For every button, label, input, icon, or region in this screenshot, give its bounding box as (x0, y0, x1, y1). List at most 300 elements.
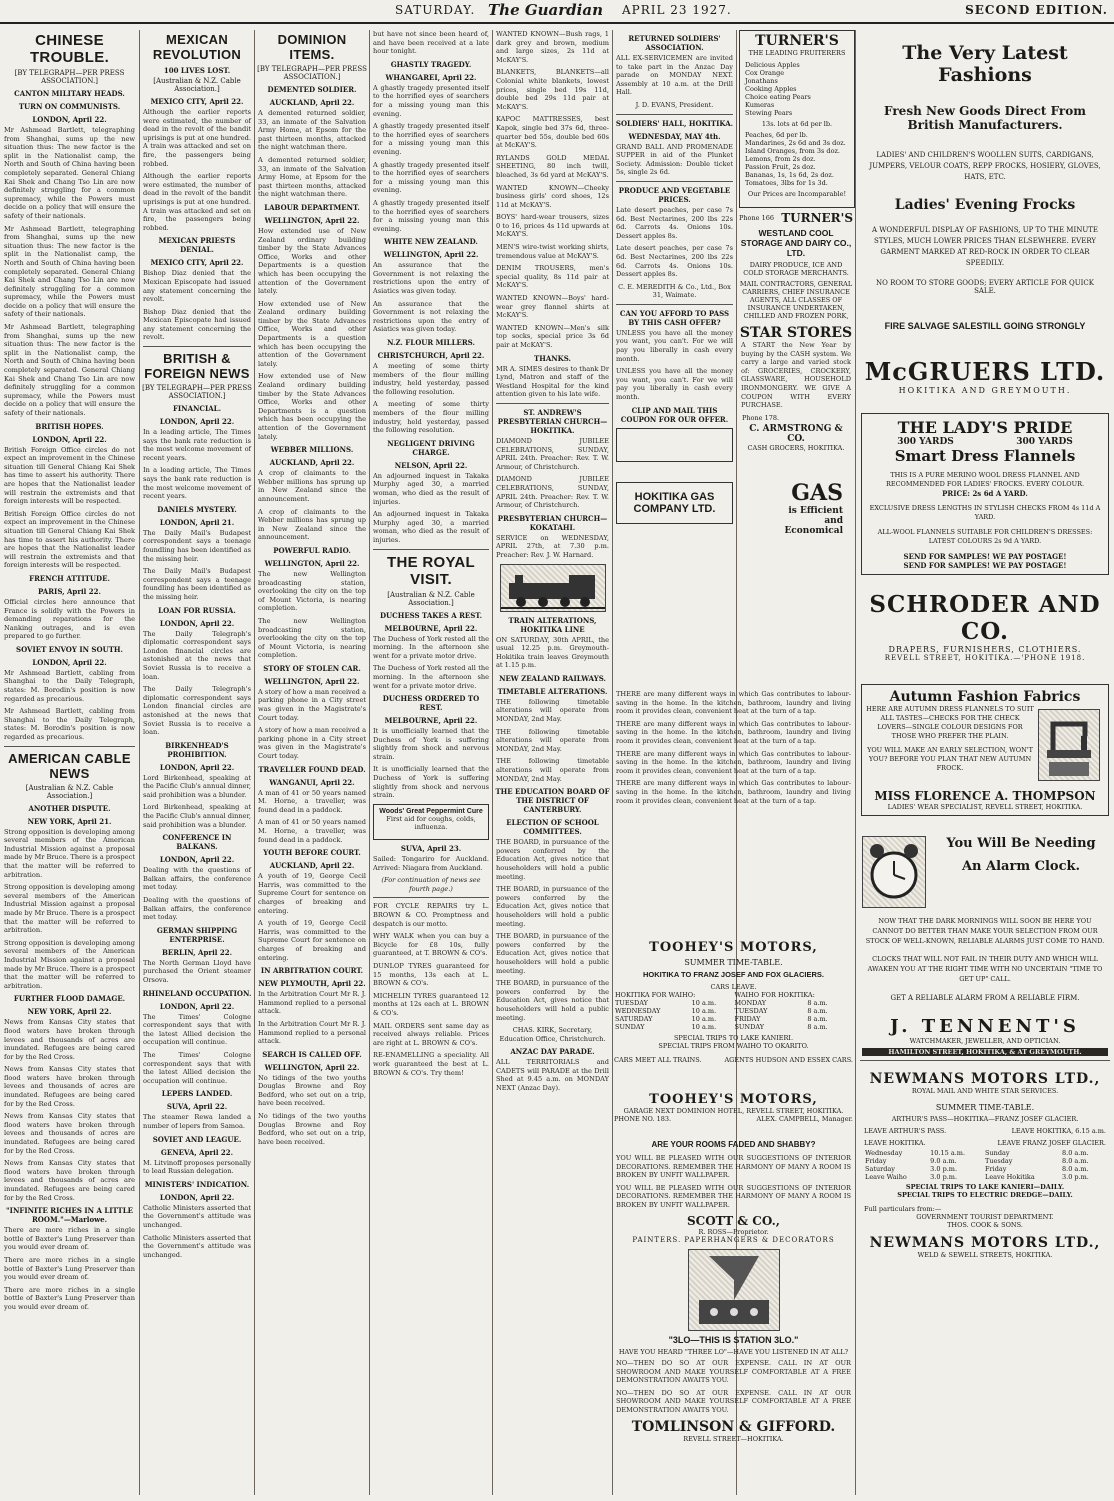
table-row (614, 1007, 853, 1015)
article-text: How extended use of New Zealand ordinary building timber by the State Advances Office, Works and other Departments is a question which has been occupying the attention of the Government lately. (258, 299, 366, 368)
notice-text: THE following timetable alterations will operate from MONDAY, 2nd May. (496, 697, 609, 724)
subhead: YOUTH BEFORE COURT. (263, 848, 361, 858)
table-cell: 8 a.m. (807, 1015, 828, 1023)
phone-number: PHONE NO. 183. (614, 1115, 672, 1123)
subhead: TURN ON COMMUNISTS. (18, 102, 121, 111)
article-text: No tidings of the two youths Douglas Browne and Roy Bedford, who set out on a trip, have been received. (258, 1073, 366, 1108)
subhead: CONFERENCE IN BALKANS. (162, 833, 232, 852)
article-text: Although the earlier reports were estimated, the number of dead in the revolt of the bandit uprisings is put at one hundred. A train was attacked and set on fire, the passengers being robbed. (143, 172, 251, 232)
headline-mexican-revolution: MEXICAN REVOLUTION (152, 32, 242, 62)
timetable (864, 1149, 1104, 1181)
ad-text: GET A RELIABLE ALARM FROM A RELIABLE FIRM. (890, 994, 1080, 1002)
ad-text: A START the New Year by buying by the CASH system. We carry a large and varied stock of: GROCERIES, CROCKERY, GLASSWARE, HOUSEHOLD IRONMONGERY. WE GIVE A COUPON WITH EVERY PURCHASE. (741, 341, 851, 410)
subhead: GHASTLY TRAGEDY. (390, 59, 472, 69)
article-text: Dealing with the questions of Balkan affairs, the conference met today. (143, 866, 251, 892)
table-header-row (614, 991, 853, 999)
ad-subtitle: DRAPERS, FURNISHERS, CLOTHIERS. (888, 645, 1082, 654)
headline-chinese-trouble: CHINESE TROUBLE. (29, 32, 110, 66)
divider (373, 897, 489, 898)
radio-illustration (688, 1249, 780, 1331)
article-text: News from Kansas City states that flood waters have broken through levees and thousands of acres are inundated. Refugees are being cared for by the Red Cross. (4, 1018, 135, 1061)
table-cell: TUESDAY (615, 999, 648, 1007)
article-text: The Duchess of York rested all the morning. In the afternoon she went for a private motor drive. (373, 634, 489, 660)
article-text: An assurance that the Government is not relaxing the restrictions upon the entry of Asiatics was given today. (373, 261, 489, 296)
coupon-cta: CLIP AND MAIL THIS COUPON FOR OUR OFFER. (620, 405, 729, 424)
byline: [Australian & N.Z. Cable Association.] (153, 77, 241, 93)
article-text: Strong opposition is developing among several members of the American Industrial Mission against a proposal made by Mr Bruce. There is a prospect that the matter will be referred to arbitration. (4, 938, 135, 990)
subhead: WHITE NEW ZEALAND. (384, 237, 478, 247)
subhead: SOLDIERS' HALL, HOKITIKA. (615, 118, 734, 128)
dateline: MELBOURNE, April 22. (384, 716, 478, 726)
dateline: NELSON, April 22. (394, 460, 468, 470)
subhead: GERMAN SHIPPING ENTERPRISE. (156, 925, 238, 944)
table-caption: LEAVE ARTHUR'S PASS. (864, 1127, 947, 1135)
article-text: The new Wellington broadcasting station, overlooking the city on the top of Mount Victoria, is nearing completion. (258, 569, 366, 613)
ad-turners (739, 30, 855, 208)
headline-royal-visit: THE ROYAL VISIT. (387, 553, 475, 588)
divider (860, 1060, 1110, 1061)
column-rule (492, 30, 493, 1495)
ad-footer-title: TURNER'S (781, 211, 853, 225)
price-item: Lemons, from 2s doz. (745, 155, 816, 163)
table-cell: 8 a.m. (807, 1007, 828, 1015)
classified-ad: MICHELIN TYRES guaranteed 12 months at 12s each at L. BROWN & CO's. (373, 991, 489, 1017)
table-row (614, 1015, 853, 1023)
article-text: An adjourned inquest in Takaka Murphy aged 30, a married woman, who died as the result of injuries. (373, 510, 489, 544)
table-cell: Wednesday (865, 1149, 903, 1157)
article-text: A man of 41 or 50 years named M. Horne, a traveller, was found dead in a paddock. (258, 818, 366, 844)
table-cell: Sunday (985, 1149, 1010, 1157)
dateline: LONDON, April 22. (159, 618, 235, 628)
divider (616, 181, 733, 182)
divider (373, 549, 489, 550)
article-text: The Times' Cologne correspondent says that with the latest Allied decision the occupation will continue. (143, 1050, 251, 1085)
continuation-note: (For continuation of news see fourth page.) (381, 876, 481, 893)
subhead: FRENCH ATTITUDE. (29, 573, 110, 583)
subhead: PRESBYTERIAN CHURCH—KOKATAHI. (497, 513, 608, 532)
column-3 (256, 30, 368, 1495)
ad-text: First aid for coughs, colds, influenza. (386, 814, 476, 832)
subhead: ANOTHER DISPUTE. (28, 803, 111, 813)
article-text: How extended use of New Zealand ordinary building timber by the State Advances Office, Works and other Departments is a question which has been occupying the attention of the Government lately. (258, 226, 366, 296)
dateline: NEW YORK, April 21. (27, 816, 112, 826)
notice-text: DIAMOND JUBILEE CELEBRATIONS, SUNDAY, APRIL 24th. Preacher: Rev. T. W. Armour, of Christchurch. (496, 436, 609, 471)
byline: [Australian & N.Z. Cable Association.] (25, 783, 114, 800)
ad-note: THOS. COOK & SONS. (947, 1221, 1023, 1229)
ad-text: NOW THAT THE DARK MORNINGS WILL SOON BE HERE YOU CANNOT DO BETTER THAN MAKE YOUR SELECTION FROM OUR STOCK OF WELL-KNOWN, RELIABLE ALARMS JUST COME TO HAND. (865, 917, 1105, 945)
ad-address: HAMILTON STREET, HOKITIKA, & AT GREYMOUTH. (862, 1048, 1108, 1056)
subhead: WEBBER MILLIONS. (270, 445, 354, 455)
subhead: LABOUR DEPARTMENT. (264, 202, 360, 212)
alarm-clock-illustration (862, 836, 926, 908)
ad-tagline: and (824, 516, 843, 526)
table-cell: MONDAY (734, 999, 767, 1007)
price-item: Passion Fruit, 2s doz. (745, 163, 816, 171)
article-text: A demented returned soldier, 33, an inmate of the Salvation Army Home, at Epsom for the past thirteen months, attacked the night watchman there. (258, 109, 366, 152)
dateline: LONDON, April 22. (159, 1192, 235, 1202)
notice-text: ALL EX-SERVICEMEN are invited to take part in the Anzac Day parade on MONDAY NEXT. Assembly at 10 a.m. at the Drill Hall. (616, 54, 733, 97)
divider (616, 114, 733, 115)
headline-dominion-items: DOMINION ITEMS. (277, 32, 347, 62)
table-cell: FRIDAY (734, 1015, 761, 1023)
classified-ad: RE-ENAMELLING a speciality. All work guaranteed the best at L. BROWN & CO's. Try them! (373, 1051, 489, 1077)
ad-question: ARE YOUR ROOMS FADED AND SHABBY? (651, 1140, 816, 1149)
dateline: WELLINGTON, April 22. (264, 558, 360, 568)
article-text: M. Litvinoff proposes personally to lead Russian delegation. (143, 1158, 251, 1176)
special-trip: SPECIAL TRIPS TO LAKE KANIERI—DAILY. (905, 1183, 1065, 1191)
article-text: Mr Ashmead Bartlett, telegraphing from Shanghai, sums up the new situation thus: The new factor is the split in the Nationalist camp, the North and South of China having been completely separated. General Chiang Kai Shek and Chang Tso Lin are now definitely struggling for a common supremacy, while the Powers must decide on a policy that will ensure the safety of their nationals. (4, 126, 135, 220)
dateline: LONDON, April 22. (159, 762, 235, 772)
ad-text: CLOCKS THAT WILL NOT FAIL IN THEIR DUTY AND WHICH WILL AWAKEN YOU AT THE RIGHT TIME WITH NO UNCERTAIN "TIME TO GET UP" CALL. (867, 955, 1103, 983)
column-2 (141, 30, 253, 1495)
illustration-caption: TRAIN ALTERATIONS, HOKITIKA LINE (508, 615, 597, 634)
ad-title: You Will Be Needing (946, 836, 1096, 851)
article-text: There are more riches in a single bottle of Baxter's Lung Preserver than you would ever dream of. (4, 1226, 135, 1252)
dateline: WHANGAREI, April 22. (385, 72, 477, 82)
price-item: Jonathans (745, 77, 778, 85)
classified-ad: DUNLOP TYRES guaranteed for 15 months, 13s each at L. BROWN & CO's. (373, 961, 489, 988)
column-1 (2, 30, 137, 1495)
notice-text: UNLESS you have all the money you want, you can't. For we will pay you liberally in cash every month. (616, 328, 733, 363)
route-title: ARTHUR'S PASS—HOKITIKA—FRANZ JOSEF GLACIER. (891, 1115, 1079, 1123)
notice-text: Late desert peaches, per case 7s 6d. Best Nectarines, 200 lbs 22s 6d. Carrots 4s. Onions 10s. Dessert apples 8s. (616, 244, 733, 279)
column-rule (139, 30, 140, 1495)
article-text: News from Kansas City states that flood waters have broken through levees and thousands of acres are inundated. Refugees are being cared for by the Red Cross. (4, 1112, 135, 1155)
article-text: In the Arbitration Court Mr R. J. Hammond replied to a personal attack. (258, 990, 366, 1016)
ad-text: LADIES' AND CHILDREN'S WOOLLEN SUITS, CARDIGANS, JUMPERS, VELOUR COATS, REPP FROCKS, HOSIERY, GLOVES, HATS, ETC. (869, 151, 1101, 181)
ad-ladys-pride (861, 413, 1109, 575)
headline-british-foreign-news: BRITISH & FOREIGN NEWS (144, 351, 250, 382)
dateline: CHRISTCHURCH, April 22. (377, 351, 485, 361)
ad-title-newmans: NEWMANS MOTORS LTD., (869, 1071, 1101, 1087)
dateline: SUVA, April 22. (166, 1102, 228, 1112)
ad-footer-title: NEWMANS MOTORS LTD., (869, 1235, 1101, 1251)
table-row (614, 1023, 853, 1031)
table-cell: Friday (865, 1157, 887, 1165)
ad-text: EXCLUSIVE DRESS LENGTHS IN STYLISH CHECKS FROM 4s 11d A YARD. (869, 504, 1101, 521)
price-item: Island Oranges, from 3s doz. (745, 147, 841, 155)
dateline: WELLINGTON, April 22. (383, 250, 479, 260)
sewing-machine-illustration (1038, 709, 1100, 781)
article-text: A crop of claimants to the Webber millions has sprung up in New Zealand since the announcement. (258, 507, 366, 542)
ad-text: MAIL CONTRACTORS, GENERAL CARRIERS, CHIEF INSURANCE AGENTS, ALL CLASSES OF INSURANCE UNDERTAKEN, CHILLED AND FROZEN PORK, (739, 280, 853, 320)
table-cell: SUNDAY (734, 1023, 765, 1031)
dateline: LONDON, April 22. (32, 657, 107, 667)
ad-subtitle: HOKITIKA AND GREYMOUTH. (898, 386, 1072, 395)
table-row (614, 999, 853, 1007)
article-text: Official circles here announce that France is solidly with the Powers in demanding reparations for the Nanking outrages, and is even prepared to go further. (4, 597, 135, 641)
article-text: A story of how a man received a parking phone in a City street was given in the Magistrate's Court today. (258, 726, 366, 761)
ad-subtitle: SUMMER TIME-TABLE. (684, 958, 783, 967)
table-cell: 8.0 a.m. (1062, 1149, 1089, 1157)
byline: [Australian & N.Z. Cable Association.] (387, 590, 475, 607)
dateline: LONDON, April 21. (159, 517, 235, 527)
ad-tagline: is Efficient (788, 506, 843, 516)
ad-footer-title: C. ARMSTRONG & CO. (749, 423, 843, 444)
divider (616, 304, 733, 305)
article-text: Mr Ashmead Bartlett, cabling from Shanghai to the Daily Telegraph, states: M. Borodin's position is now regarded as precarious. (4, 707, 135, 742)
table-cell: 10 a.m. (691, 1015, 717, 1023)
masthead-paper-title: The Guardian (488, 1, 603, 19)
ad-text: THIS IS A PURE MERINO WOOL DRESS FLANNEL AND RECOMMENDED FOR LADIES' FROCKS. EVERY COLOUR. (885, 471, 1085, 488)
column-header: WAIHO FOR HOKITIKA: (734, 991, 815, 999)
article-text: Mr Ashmead Bartlett, cabling from Shanghai to the Daily Telegraph, states: M. Borodin's position is now regarded as precarious. (4, 668, 135, 703)
dateline: AUCKLAND, April 22. (269, 458, 355, 468)
table-cell: Friday (985, 1165, 1007, 1173)
ad-footer: REVELL STREET—HOKITIKA. (683, 1434, 784, 1443)
ad-tagline: Economical (784, 526, 843, 536)
table-cell: 8 a.m. (807, 999, 828, 1007)
article-text: The Duchess of York rested all the morning. In the afternoon she went for a private motor drive. (373, 664, 489, 690)
classified-ad: DENIM TROUSERS, men's special quality, 8s 11d pair at McKAY'S. (496, 264, 609, 290)
article-text: It is unofficially learned that the Duchess of York is suffering slightly from shock and nervous strain. (373, 727, 489, 761)
article-text: Catholic Ministers asserted that the Government's attitude was unchanged. (143, 1203, 251, 1229)
table-cell: WEDNESDAY (615, 1007, 661, 1015)
subhead: BIRKENHEAD'S PROHIBITION. (165, 740, 229, 759)
ad-samples: SEND FOR SAMPLES! WE PAY POSTAGE! (903, 561, 1067, 570)
ad-title-schroder: SCHRODER AND CO. (869, 591, 1101, 645)
column-header: HOKITIKA FOR WAIHO: (615, 991, 696, 999)
subhead: LOAN FOR RUSSIA. (158, 605, 236, 615)
subhead: THE EDUCATION BOARD OF THE DISTRICT OF CANTERBURY. (495, 787, 610, 815)
route-title: HOKITIKA TO FRANZ JOSEF AND FOX GLACIERS. (643, 970, 824, 979)
ad-title: An Alarm Clock. (961, 859, 1081, 874)
subhead: PRODUCE AND VEGETABLE PRICES. (618, 185, 731, 204)
classified-ad: WANTED KNOWN—Boys' hard-wear grey flannel shirts at McKAY'S. (496, 294, 609, 320)
table-cell: 10 a.m. (691, 1023, 717, 1031)
article-text: British Foreign Office circles do not expect an improvement in the Chinese situation till General Chiang Kai Shek has time to assert his authority. There are hopes that the Nationalist leader will restrain the extremists and that foreign interests will be respected. (4, 445, 135, 506)
notice-text: UNLESS you have all the money you want, you can't. For we will pay you liberally in cash every month. (616, 367, 733, 402)
subhead: DANIELS MYSTERY. (157, 504, 237, 514)
divider (143, 346, 251, 347)
dateline: PARIS, April 22. (38, 586, 101, 596)
ad-title: TOOHEY'S MOTORS, (649, 940, 818, 955)
ad-footer-title: MISS FLORENCE A. THOMPSON (874, 789, 1096, 803)
article-text: Catholic Ministers asserted that the Government's attitude was unchanged. (143, 1233, 251, 1259)
classified-ad: KAPOC MATTRESSES, best Kapok, single bed 37s 6d, three-quarter bed 55s, double bed 60s at McKAY'S. (496, 115, 609, 150)
article-text: Mr Ashmead Bartlett, telegraphing from Shanghai, sums up the new situation thus: The new factor is the split in the Nationalist camp, the North and South of China having been completely separated. General Chiang Kai Shek and Chang Tso Lin are now definitely struggling for a common supremacy, while the Powers must decide on a policy that will ensure the safety of their nationals. (4, 224, 135, 319)
price-item: Stewing Pears (745, 109, 793, 117)
table-cell: Tuesday (985, 1157, 1013, 1165)
table-caption: LEAVE HOKITIKA. (864, 1139, 926, 1147)
ad-footer-title: TOMLINSON & GIFFORD. (631, 1418, 836, 1435)
price-item: Cooking Apples (745, 85, 797, 93)
subhead: DUCHESS TAKES A REST. (379, 610, 483, 620)
price-item: Cox Orange (745, 69, 785, 77)
article-text: British Foreign Office circles do not expect an improvement in the Chinese situation till General Chiang Kai Shek has time to assert his authority. There are hopes that the Nationalist leader will restrain the extremists and that foreign interests will be respected. (4, 509, 135, 570)
byline: [BY TELEGRAPH—PER PRESS ASSOCIATION.] (14, 69, 125, 85)
ad-text: NO ROOM TO STORE GOODS; EVERY ARTICLE FOR QUICK SALE. (876, 279, 1094, 295)
ad-title: HOKITIKA GAS COMPANY LTD. (633, 490, 716, 515)
article-text: Dealing with the questions of Balkan affairs, the conference met today. (143, 896, 251, 922)
ad-scott-and-co (614, 1140, 853, 1242)
dateline: MEXICO CITY, April 22. (150, 97, 244, 106)
divider (496, 403, 609, 404)
price-item: Peaches, 6d per lb. (745, 131, 808, 139)
dateline: WELLINGTON, April 22. (264, 676, 360, 686)
article-text: The Daily Mail's Budapest correspondent says a teenage foundling has been identified as the missing heir. (143, 528, 251, 563)
ad-tooheys-motors-footer (614, 1092, 853, 1134)
table-row (864, 1165, 1104, 1173)
column-rule (254, 30, 255, 1495)
article-text: A crop of claimants to the Webber millions has sprung up in New Zealand since the announcement. (258, 469, 366, 503)
ad-title: WESTLAND COOL STORAGE AND DAIRY CO., LTD. (740, 228, 852, 258)
notice-text: ALL TERRITORIALS and CADETS will PARADE at the Drill Shed at 9.45 a.m. on MONDAY NEXT (Anzac Day). (496, 1058, 609, 1093)
subhead: DUCHESS ORDERED TO REST. (382, 694, 480, 713)
dateline: LONDON, April 22. (32, 115, 107, 124)
ad-subtitle: WATCHMAKER, JEWELLER, AND OPTICIAN. (909, 1037, 1061, 1045)
article-text: In a leading article, The Times says the bank rate reduction is the most welcome movement of recent years. (143, 428, 251, 462)
ad-proprietor: R. ROSS—Proprietor. (698, 1227, 769, 1236)
table-row (864, 1173, 1104, 1181)
article-text: but have not since been heard of, and have been received at a late hour tonight. (373, 30, 489, 56)
subhead: BRITISH HOPES. (35, 421, 104, 431)
ad-title-latest-fashions: The Very Latest Fashions (902, 42, 1068, 86)
phone-number: Phone 178. (742, 413, 780, 422)
ad-text: YOU WILL BE PLEASED WITH OUR SUGGESTIONS OF INTERIOR DECORATIONS. REMEMBER THE HARMONY OF MANY A ROOM IS BROKEN BY UNFIT WALLPAPER. (616, 1154, 851, 1180)
ad-address: GARAGE NEXT DOMINION HOTEL, REVELL STREET, HOKITIKA. (623, 1107, 844, 1115)
ad-tooheys-motors (614, 940, 853, 1090)
price-item: Delicious Apples (745, 61, 800, 69)
dateline: MEXICO CITY, April 22. (150, 258, 244, 268)
article-text: Bishop Diaz denied that the Mexican Episcopate had issued any statement concerning the revolt. (143, 269, 251, 304)
ad-samples: SEND FOR SAMPLES! WE PAY POSTAGE! (903, 552, 1067, 561)
article-text: A ghastly tragedy presented itself to the horrified eyes of searchers for a missing young man this evening. (373, 198, 489, 233)
divider (4, 746, 135, 747)
article-text: A ghastly tragedy presented itself to the horrified eyes of searchers for a missing young man this evening. (373, 160, 489, 195)
ad-peppermint-cure (373, 804, 489, 840)
table-cell: Leave Hokitika (985, 1173, 1035, 1181)
ad-gas (739, 480, 853, 640)
column-rule (612, 30, 613, 1495)
table-caption: LEAVE HOKITIKA, 6.15 a.m. (1011, 1127, 1106, 1135)
classified-ad: WANTED KNOWN—Cheeky business girls' cord shoes, 12s 11d at McKAY'S. (496, 183, 609, 209)
price-note: Our Prices are Incomparable! (747, 190, 847, 198)
ad-title: THE LADY'S PRIDE (897, 418, 1073, 437)
notice-text: THE following timetable alterations will operate from MONDAY, 2nd May. (496, 757, 609, 783)
article-text: An assurance that the Government is not relaxing the restrictions upon the entry of Asiatics was given today. (373, 299, 489, 334)
table-cell: 3.0 p.m. (1062, 1173, 1089, 1181)
ad-text: YOU WILL BE PLEASED WITH OUR SUGGESTIONS OF INTERIOR DECORATIONS. REMEMBER THE HARMONY OF MANY A ROOM IS BROKEN BY UNFIT WALLPAPER. (616, 1183, 851, 1209)
price-item: Choice eating Pears (745, 93, 811, 101)
table-cell: SUNDAY (615, 1023, 645, 1031)
classified-ad: WHY WALK when you can buy a Bicycle for £8 10s, fully guaranteed, at T. BROWN & CO's. (373, 932, 489, 958)
article-text: The new Wellington broadcasting station, overlooking the city on the top of Mount Victoria, is nearing completion. (258, 616, 366, 660)
table-cell: 8 a.m. (807, 1023, 828, 1031)
subhead: MEXICAN PRIESTS DENIAL. (158, 236, 236, 255)
subhead: FURTHER FLOOD DAMAGE. (13, 994, 126, 1004)
column-6 (614, 30, 735, 645)
ad-manager: ALEX. CAMPBELL, Manager. (756, 1115, 853, 1123)
article-text: A man of 41 or 50 years named M. Horne, a traveller, was found dead in a paddock. (258, 788, 366, 814)
article-text: In the Arbitration Court Mr R. J. Hammond replied to a personal attack. (258, 1019, 366, 1046)
notice-text: ON SATURDAY, 30th APRIL, the usual 12.25 p.m. Greymouth-Hokitika train leaves Greymouth at 1.15 p.m. (496, 635, 609, 670)
ad-title-evening-frocks: Ladies' Evening Frocks (894, 197, 1076, 213)
subhead: NEGLIGENT DRIVING CHARGE. (387, 438, 475, 457)
ad-text: HERE ARE AUTUMN DRESS FLANNELS TO SUIT ALL TASTES—CHECKS FOR THE CHECK LOVERS—SINGLE COLOUR DESIGNS FOR THOSE WHO PREFER THE PLAIN. (866, 705, 1034, 740)
notice-text: THE BOARD, in pursuance of the powers conferred by the Education Act, gives notice that householders will hold a public meeting. (496, 885, 609, 928)
table-cell: 9.0 a.m. (930, 1157, 957, 1165)
train-icon (501, 565, 605, 611)
dateline: NEW YORK, April 22. (27, 1007, 112, 1017)
article-text: A youth of 19, George Cecil Harris, was committed to the Supreme Court for sentence on charges of breaking and entering. (258, 919, 366, 962)
ad-yards: 300 YARDS (897, 437, 954, 447)
subhead: TRAVELLER FOUND DEAD. (258, 764, 366, 774)
column-right (858, 30, 1112, 1495)
byline: [BY TELEGRAPH—PER PRESS ASSOCIATION.] (142, 384, 252, 401)
subhead: DEMENTED SOLDIER. (267, 85, 357, 94)
timetable-title: SUMMER TIME-TABLE. (935, 1103, 1035, 1112)
article-text: A meeting of some thirty members of the flour milling industry, held yesterday, passed the following resolution. (373, 362, 489, 396)
table-row (864, 1149, 1104, 1157)
dateline: LONDON, April 22. (159, 855, 235, 865)
price-item: Kumeras (745, 101, 775, 109)
phone-number: Phone 166 (739, 214, 774, 222)
column-4 (371, 30, 491, 1495)
ad-hokitika-gas-company (616, 482, 733, 524)
classified-ad: BLANKETS, BLANKETS—all Colonial white blankets, lowest prices, single bed 19s 11d, double bed 29s 11d pair at McKAY'S. (496, 68, 609, 111)
ad-price: PRICE: 2s 6d A YARD. (942, 489, 1028, 498)
ad-title: TURNER'S (755, 33, 839, 49)
sewing-machine-icon (1039, 710, 1099, 780)
article-text: It is unofficially learned that the Duchess of York is suffering slightly from shock and nervous strain. (373, 765, 489, 800)
shipping-dateline: SUVA, April 23. (400, 844, 462, 854)
signature: J. D. EVANS, President. (635, 100, 714, 109)
column-5 (494, 30, 611, 1495)
ad-address: WELD & SEWELL STREETS, HOKITIKA. (917, 1251, 1053, 1259)
shipping-text: Sailed: Tongariro for Auckland. Arrived: Niagara from Auckland. (373, 855, 489, 872)
table-cell: Saturday (865, 1165, 895, 1173)
table-cell: Leave Waiho (865, 1173, 907, 1181)
column-rule (369, 30, 370, 1495)
ad-subtitle: HAVE YOU HEARD "THREE LO"—HAVE YOU LISTENED IN AT ALL? (618, 1348, 849, 1356)
subhead: ST. ANDREW'S PRESBYTERIAN CHURCH—HOKITIKA. (497, 407, 608, 435)
table-cell: 10 a.m. (691, 999, 717, 1007)
subhead: LEPERS LANDED. (161, 1089, 233, 1099)
classified-ad: RYLANDS GOLD MEDAL SHEETING, 80 inch twill, bleached, 3s 6d yard at McKAY'S. (496, 153, 609, 179)
table-cell: 3.0 p.m. (930, 1173, 958, 1181)
subhead: MINISTERS' INDICATION. (144, 1179, 250, 1189)
price-note: 13s. lots at 6d per lb. (761, 120, 833, 128)
article-text: An adjourned inquest in Takaka Murphy aged 30, a married woman, who died as the result of injuries. (373, 471, 489, 506)
notice-text: Late desert peaches, per case 7s 6d. Best Nectarines, 200 lbs 22s 6d. Carrots 4s. Onions 10s. Dessert apples 8s. (616, 205, 733, 240)
ad-text: NO—THEN DO SO AT OUR EXPENSE. CALL IN AT OUR SHOWROOM AND MAKE YOURSELF COMFORTABLE AT A FREE DEMONSTRATION AWAITS YOU. (616, 1388, 851, 1414)
ad-text: THERE are many different ways in which Gas contributes to labour-saving in the home. In the kitchen, bathroom, laundry and living room it provides clean, convenient heat at the turn of a tap. (616, 690, 851, 716)
classified-ad: WANTED KNOWN—Bush rags, 1 dark grey and brown, medium and large sizes, 2s 11d at McKAY'S. (496, 30, 609, 64)
table-cell: SATURDAY (615, 1015, 653, 1023)
ad-star-stores (739, 325, 853, 475)
ad-note: CARS MEET ALL TRAINS. (614, 1056, 702, 1064)
notice-text: MR A. SIMES desires to thank Dr Lynd, Matron and staff of the Westland Hospital for the kind attention given to his late wife. (496, 364, 609, 399)
dateline: WELLINGTON, April 22. (264, 1062, 360, 1072)
ad-tomlinson-gifford (614, 1245, 853, 1495)
ad-subtitle: Smart Dress Flannels (894, 447, 1076, 465)
article-text: A youth of 19, George Cecil Harris, was committed to the Supreme Court for sentence on charges of breaking and entering. (258, 872, 366, 915)
ad-title: STAR STORES (739, 325, 853, 341)
article-text: Lord Birkenhead, speaking at the Pacific Club's annual dinner, said prohibition was a blunder. (143, 773, 251, 799)
notice-text: SERVICE on WEDNESDAY, APRIL 27th, at 7.30 p.m. Preacher: Rev. J. W. Harnard. (496, 533, 609, 559)
notice-text: GRAND BALL AND PROMENADE SUPPER in aid of the Plunket Society. Admission: Double ticket 5s, single 2s 6d. (616, 142, 733, 177)
radio-horn-icon (689, 1250, 779, 1330)
classified-ad: MEN'S wire-twist working shirts, tremendous value at McKAY'S. (496, 243, 609, 260)
train-illustration (500, 564, 606, 612)
ad-title: TOOHEY'S MOTORS, (649, 1092, 818, 1107)
ad-subtitle: Fresh New Goods Direct From British Manufacturers. (884, 104, 1086, 132)
dateline: LONDON, April 22. (159, 1001, 235, 1011)
article-text: Although the earlier reports were estimated, the number of dead in the revolt of the bandit uprisings is put at one hundred. A train was attacked and set on fire, the passengers being robbed. (143, 108, 251, 168)
article-text: The North German Lloyd have purchased the Orient steamer Orsova. (143, 958, 251, 984)
subhead: RETURNED SOLDIERS' ASSOCIATION. (628, 34, 721, 52)
